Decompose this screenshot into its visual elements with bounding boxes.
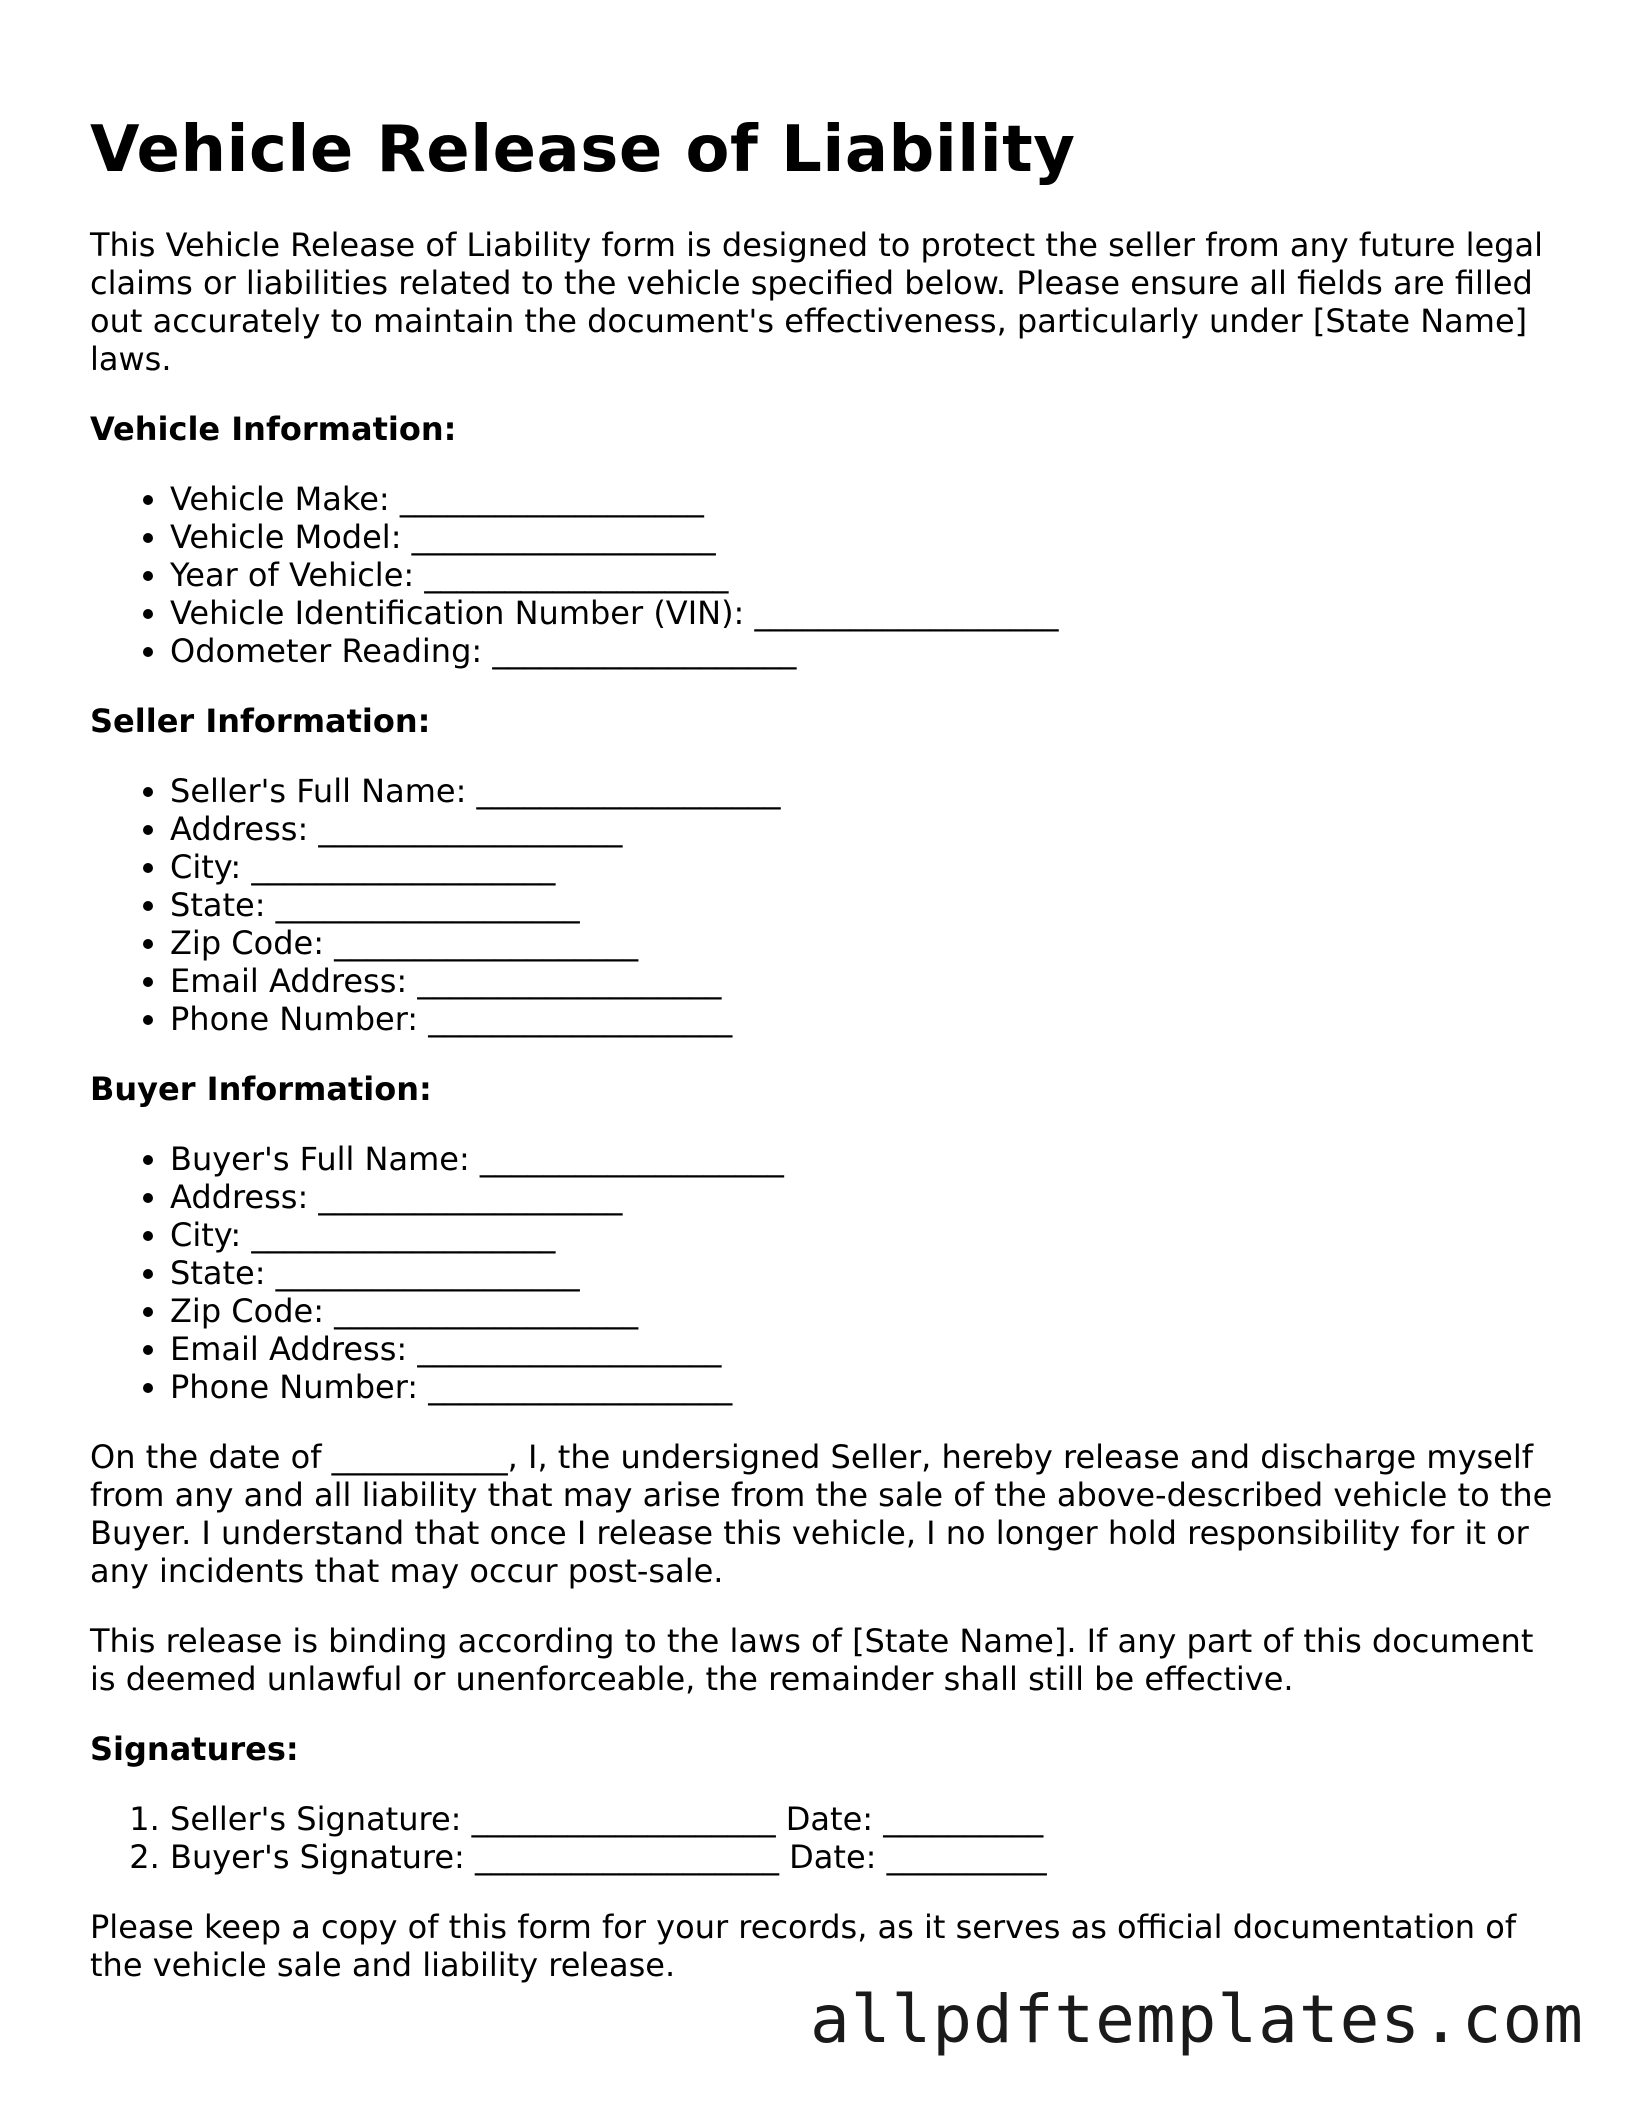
binding-paragraph: This release is binding according to the laws of [State Name]. If any part of this document is deemed unlawful or unenforceable, the remainder shall still be effective. [90, 1622, 1534, 1698]
seller-zip-code-field: • Zip Code: ___________________ [170, 924, 1560, 962]
buyer-state-field: • State: ___________________ [170, 1254, 1560, 1292]
buyer-zip-code-field: • Zip Code: ___________________ [170, 1292, 1560, 1330]
buyer-full-name-field: • Buyer's Full Name: ___________________ [170, 1140, 1560, 1178]
vehicle-year-field: • Year of Vehicle: ___________________ [170, 556, 1560, 594]
document-title: Vehicle Release of Liability [90, 113, 1076, 187]
vehicle-information-heading: Vehicle Information: [90, 410, 457, 448]
seller-email-field: • Email Address: ___________________ [170, 962, 1560, 1000]
buyer-signature-line: 2. Buyer's Signature: ___________________ Date: __________ [170, 1838, 1560, 1876]
odometer-reading-field: • Odometer Reading: ___________________ [170, 632, 1560, 670]
vehicle-make-field: • Vehicle Make: ___________________ [170, 480, 1560, 518]
buyer-information-list [90, 1140, 1560, 1406]
closing-paragraph: Please keep a copy of this form for your records, as it serves as official documentation of the vehicle sale and liability release. [90, 1908, 1517, 1984]
buyer-information-heading: Buyer Information: [90, 1070, 432, 1108]
document-page [90, 112, 1560, 2016]
seller-city-field: • City: ___________________ [170, 848, 1560, 886]
vehicle-vin-field: • Vehicle Identification Number (VIN): ___________________ [170, 594, 1560, 632]
buyer-phone-field: • Phone Number: ___________________ [170, 1368, 1560, 1406]
buyer-city-field: • City: ___________________ [170, 1216, 1560, 1254]
release-paragraph: On the date of ___________, I, the undersigned Seller, hereby release and discharge myself from any and all liability that may arise from the sale of the above-described vehicle to the Buyer. I understand that once I release this vehicle, I no longer hold responsibility for it or any incidents that may occur post-sale. [90, 1438, 1553, 1590]
vehicle-information-list [90, 480, 1560, 670]
vehicle-model-field: • Vehicle Model: ___________________ [170, 518, 1560, 556]
watermark-text: allpdftemplates.com [810, 1981, 1584, 2058]
intro-paragraph: This Vehicle Release of Liability form is designed to protect the seller from any future legal claims or liabilities related to the vehicle specified below. Please ensure all fields are filled out accurately to maintain the document's effectiveness, particularly under [State Name] laws. [90, 226, 1543, 378]
seller-address-field: • Address: ___________________ [170, 810, 1560, 848]
seller-full-name-field: • Seller's Full Name: ___________________ [170, 772, 1560, 810]
seller-state-field: • State: ___________________ [170, 886, 1560, 924]
seller-information-list [90, 772, 1560, 1038]
seller-signature-line: 1. Seller's Signature: ___________________ Date: __________ [170, 1800, 1560, 1838]
buyer-address-field: • Address: ___________________ [170, 1178, 1560, 1216]
signatures-heading: Signatures: [90, 1730, 299, 1768]
buyer-email-field: • Email Address: ___________________ [170, 1330, 1560, 1368]
seller-phone-field: • Phone Number: ___________________ [170, 1000, 1560, 1038]
signatures-list [90, 1800, 1560, 1876]
seller-information-heading: Seller Information: [90, 702, 431, 740]
